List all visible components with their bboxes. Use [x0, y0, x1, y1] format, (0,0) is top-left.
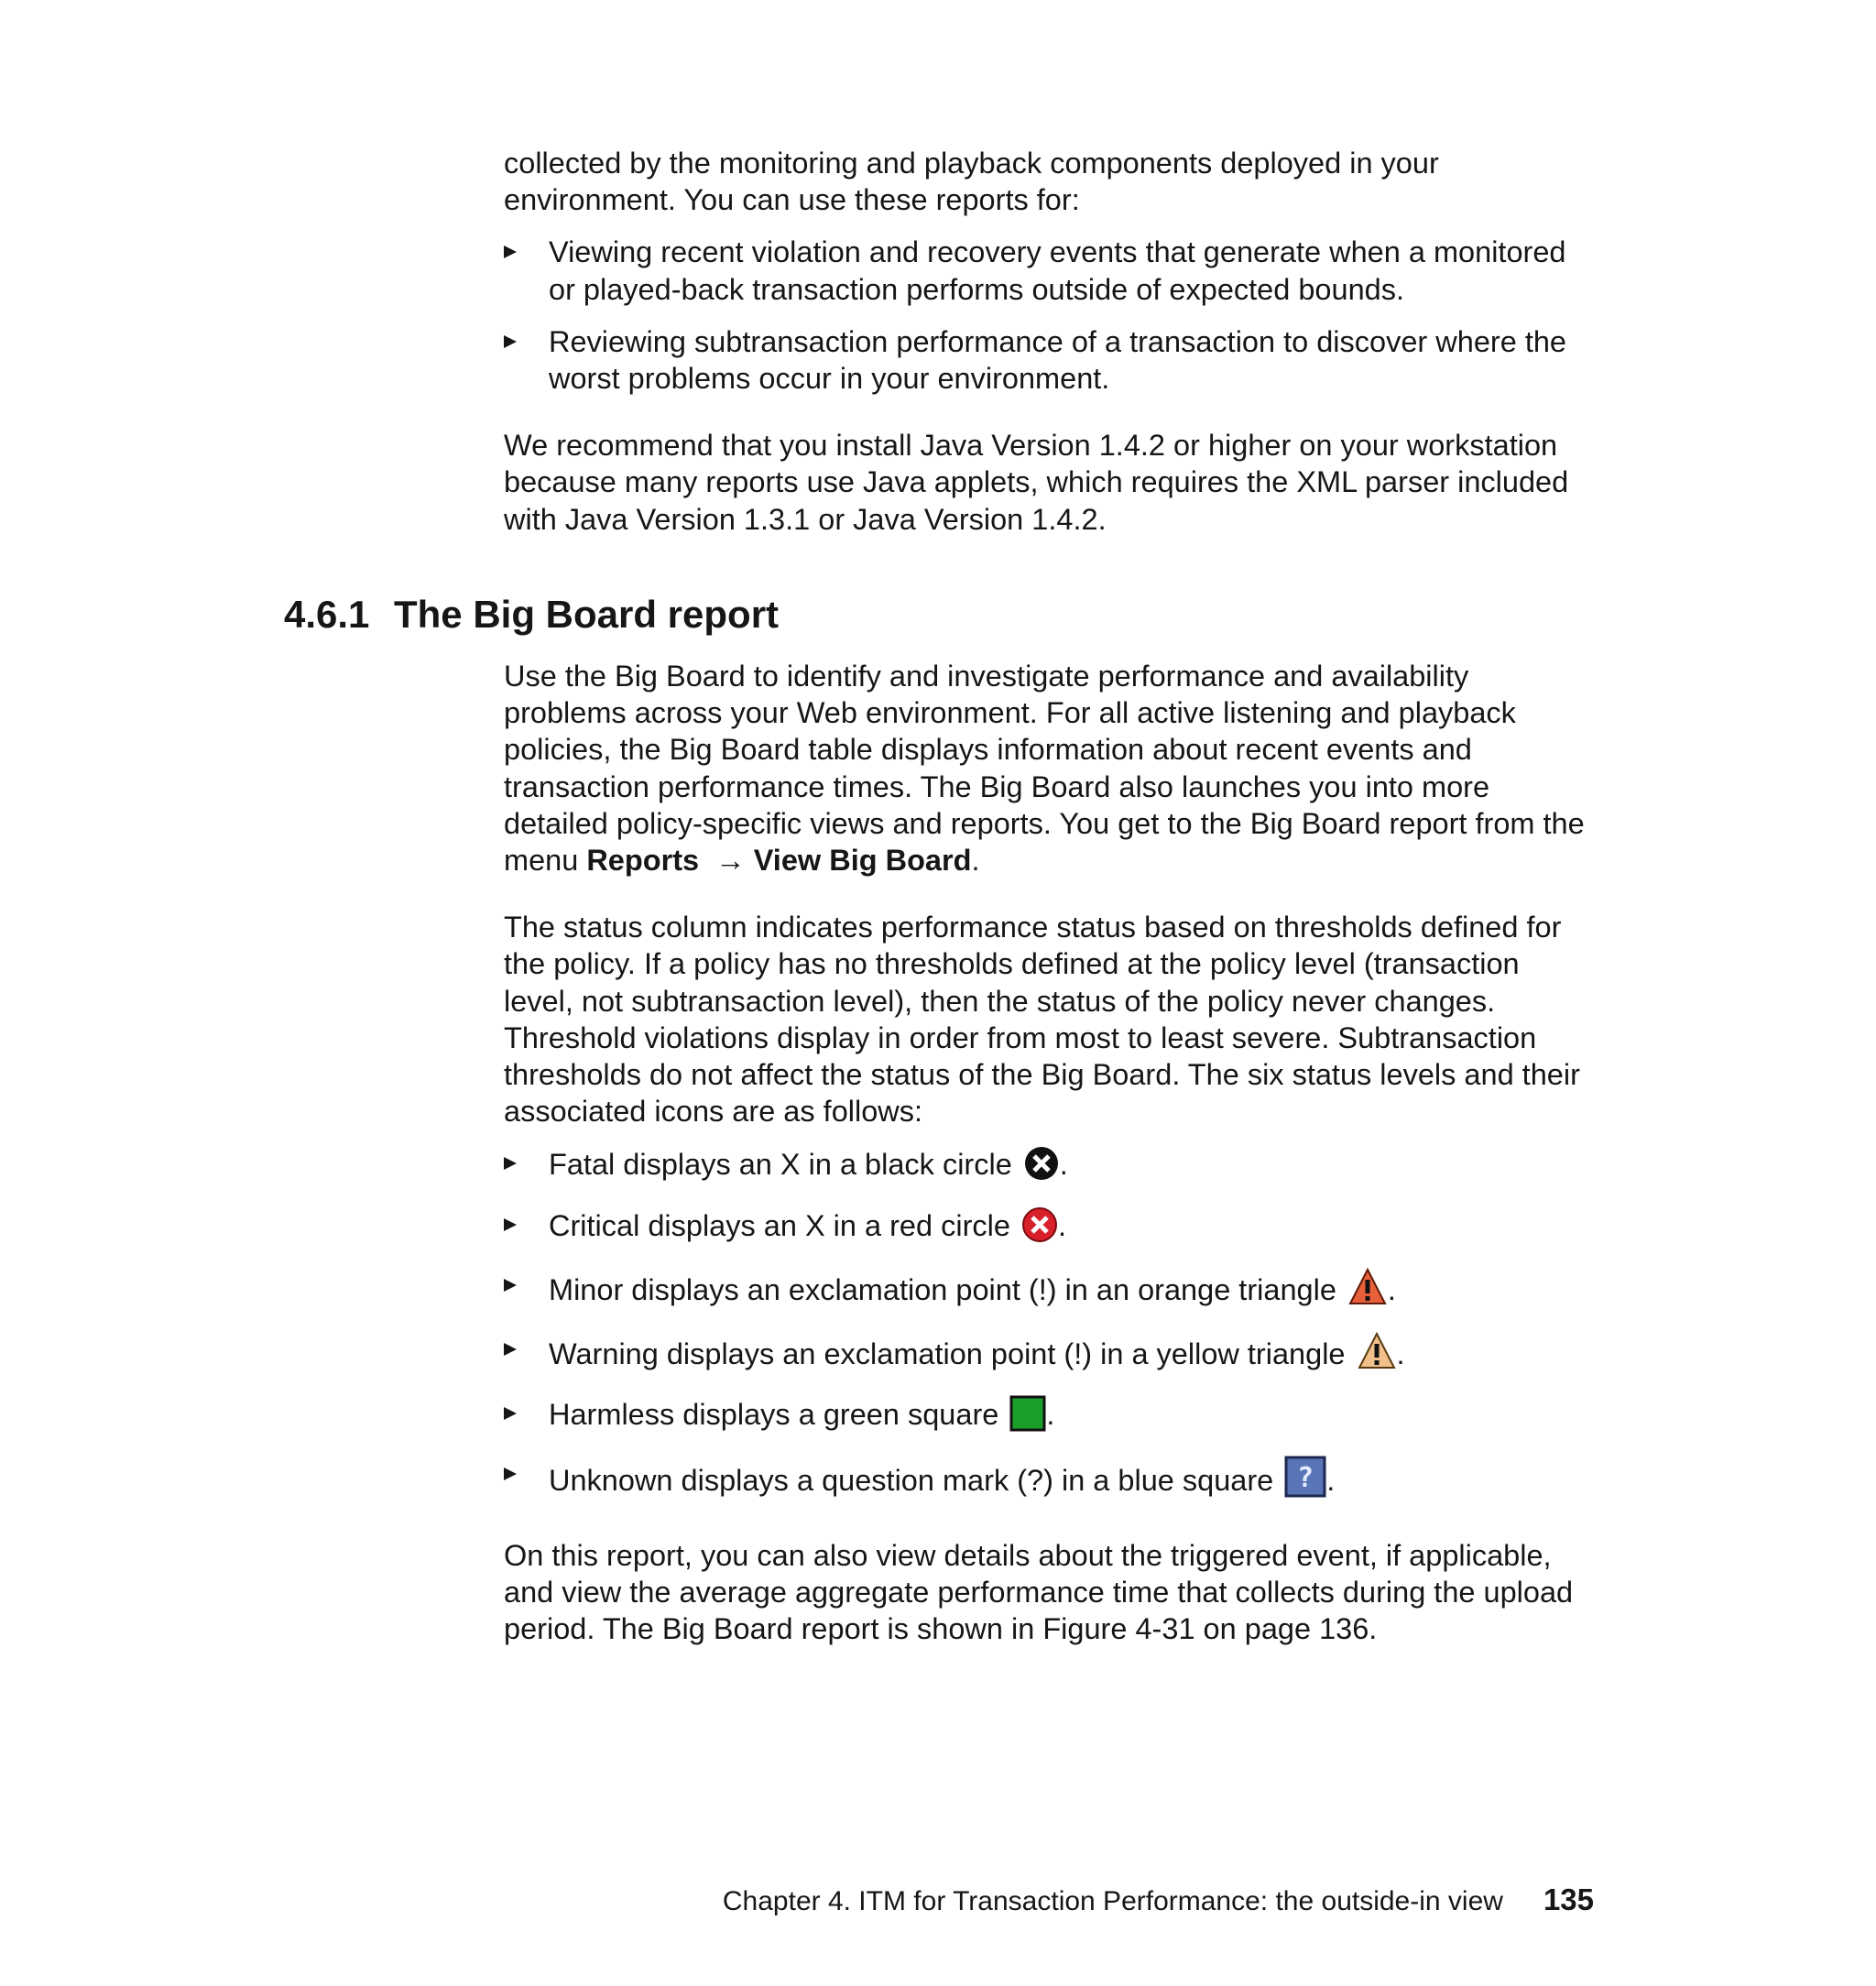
- java-note: We recommend that you install Java Version 1.4.2 or higher on your workstation because many reports use Java applets, which requires the XML parser included with Java Version 1.3.1 or Java Version 1.4.2.: [504, 429, 1569, 536]
- page-footer: [0, 1882, 1594, 1920]
- chapter-title: Chapter 4. ITM for Transaction Performance: the outside-in view: [722, 1886, 1503, 1916]
- bullet-triangle-icon: [504, 1468, 517, 1480]
- page-number: 135: [1543, 1882, 1594, 1916]
- details-paragraph: On this report, you can also view details about the triggered event, if applicable, and view the average aggregate performance time that collects during the upload period. The Big Board report is shown in Figure 4-31 on page 136.: [504, 1538, 1574, 1646]
- menu-reports: Reports: [586, 844, 700, 878]
- section-number: 4.6.1: [284, 593, 370, 636]
- bullet-triangle-icon: [504, 1407, 517, 1420]
- status-level-critical: Critical displays an X in a red circle .: [504, 1206, 1594, 1251]
- section-heading: [284, 592, 779, 638]
- report-uses-list: [504, 234, 1594, 397]
- intro-block: [504, 145, 1594, 538]
- big-board-intro-paragraph: Use the Big Board to identify and investigate performance and availability problems across your Web environment. For all active listening and playback policies, the Big Board table displays information about recent events and transaction performance times. The Big Board also launches you into more detailed policy-specific views and reports. You get to the Big Board report from the menu Reports → View Big Board.: [504, 660, 1585, 878]
- status-level-fatal: Fatal displays an X in a black circle .: [504, 1145, 1594, 1190]
- red-circle-x-icon: [1021, 1206, 1058, 1251]
- bullet-triangle-icon: [504, 1218, 517, 1231]
- svg-text:?: ?: [1297, 1462, 1314, 1495]
- intro-lead: collected by the monitoring and playback components deployed in your environment. You can use these reports for:: [504, 147, 1439, 217]
- bullet-triangle-icon: [504, 1279, 517, 1292]
- list-item: Reviewing subtransaction performance of a transaction to discover where the worst problems occur in your environment.: [504, 323, 1594, 397]
- green-square-icon: [1009, 1395, 1046, 1440]
- yellow-triangle-exclamation-icon: [1357, 1331, 1397, 1380]
- bullet-triangle-icon: [504, 1157, 517, 1170]
- status-level-unknown: Unknown displays a question mark (?) in a blue square ? .: [504, 1456, 1594, 1506]
- status-levels-list: [504, 1145, 1594, 1506]
- menu-arrow: →: [715, 844, 746, 878]
- status-column-paragraph: The status column indicates performance status based on thresholds defined for the policy. If a policy has no thresholds defined at the policy level (transaction level, not subtransaction level), then the status of the policy never changes. Threshold violations display in order from most to least severe. Subtransaction thresholds do not affect the status of the Big Board. The six status levels and their associated icons are as follows:: [504, 911, 1580, 1129]
- blue-square-question-icon: [1284, 1456, 1326, 1506]
- bullet-triangle-icon: [504, 335, 517, 348]
- list-item: Viewing recent violation and recovery events that generate when a monitored or played-back transaction performs outside of expected bounds.: [504, 234, 1594, 307]
- status-level-warning: Warning displays an exclamation point (!) in a yellow triangle .: [504, 1331, 1594, 1380]
- bullet-triangle-icon: [504, 246, 517, 258]
- bullet-triangle-icon: [504, 1343, 517, 1356]
- orange-triangle-exclamation-icon: [1347, 1267, 1388, 1315]
- body-block: [504, 658, 1594, 1647]
- black-circle-x-icon: [1023, 1145, 1060, 1190]
- section-title: The Big Board report: [394, 593, 780, 636]
- status-level-harmless: Harmless displays a green square .: [504, 1395, 1594, 1440]
- menu-view-big-board: View Big Board: [753, 844, 972, 878]
- status-level-minor: Minor displays an exclamation point (!) in an orange triangle .: [504, 1267, 1594, 1315]
